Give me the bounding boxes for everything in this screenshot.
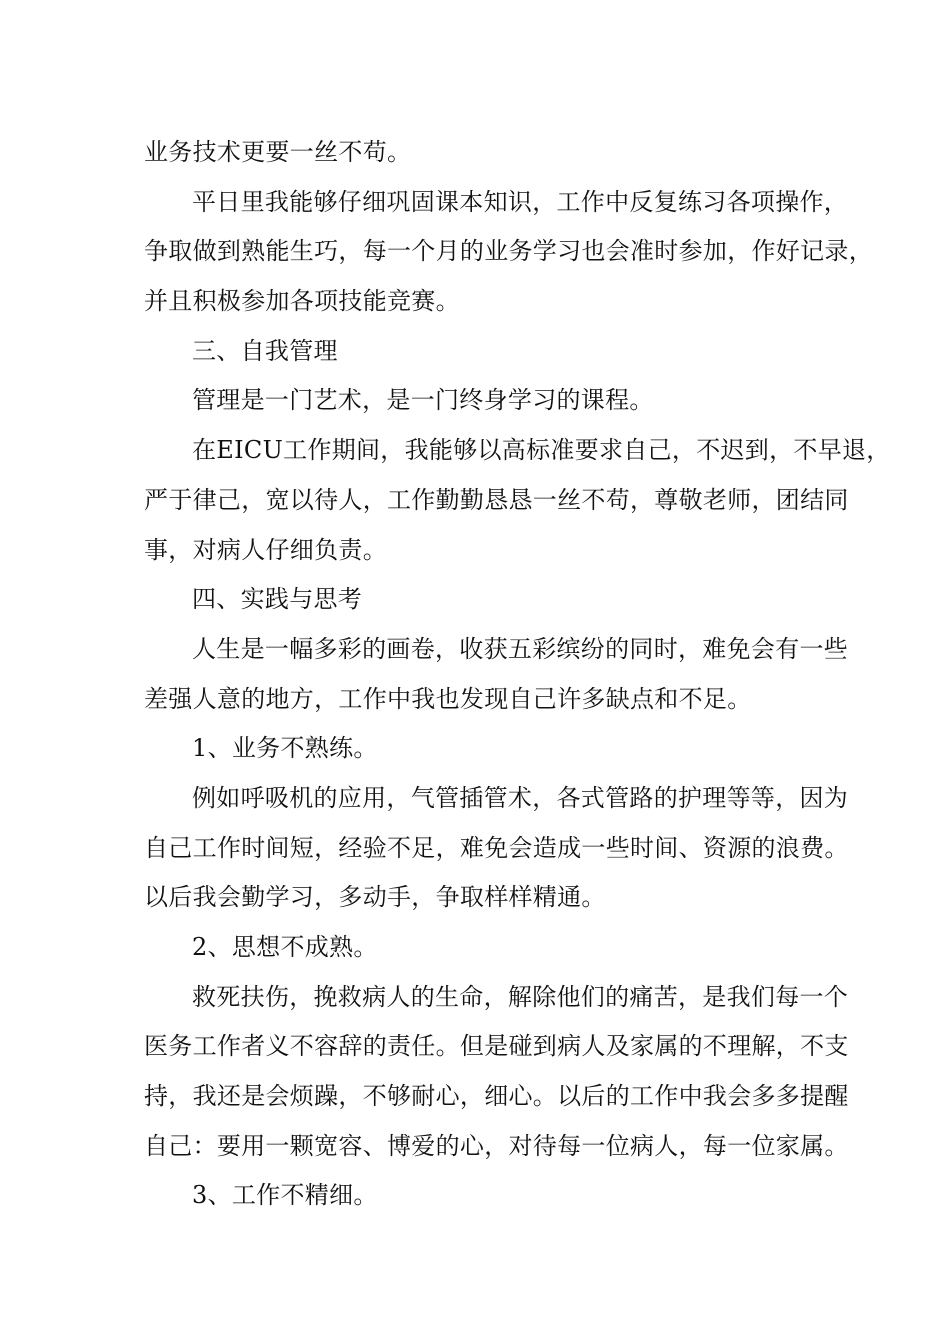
text-line: 救死扶伤，挽救病人的生命，解除他们的痛苦，是我们每一个 (192, 982, 849, 1011)
subsection-heading: 2、思想不成熟。 (192, 933, 378, 961)
text-line: 人生是一幅多彩的画卷，收获五彩缤纷的同时，难免会有一些 (192, 634, 849, 663)
text-line: 持，我还是会烦躁，不够耐心，细心。以后的工作中我会多多提醒 (144, 1082, 849, 1111)
text-line: 差强人意的地方，工作中我也发现自己许多缺点和不足。 (144, 684, 752, 713)
section-heading: 三、自我管理 (192, 336, 338, 365)
text-line: 并且积极参加各项技能竞赛。 (144, 287, 460, 316)
text-line: 严于律己，宽以待人，工作勤勤恳恳一丝不苟，尊敬老师，团结同 (144, 485, 849, 514)
section-heading: 四、实践与思考 (192, 585, 363, 614)
subsection-heading: 1、业务不熟练。 (192, 734, 378, 763)
text-line: 在EICU工作期间，我能够以高标准要求自己，不迟到，不早退， (192, 436, 891, 465)
text-line: 自己工作时间短，经验不足，难免会造成一些时间、资源的浪费。 (144, 833, 849, 862)
document-body (144, 128, 891, 1221)
text-line: 例如呼吸机的应用，气管插管术，各式管路的护理等等，因为 (192, 783, 849, 812)
subsection-heading: 3、工作不精细。 (192, 1181, 378, 1210)
text-line: 管理是一门艺术，是一门终身学习的课程。 (192, 386, 654, 415)
text-line: 自己：要用一颗宽容、博爱的心，对待每一位病人，每一位家属。 (144, 1131, 849, 1160)
text-line: 争取做到熟能生巧，每一个月的业务学习也会准时参加，作好记录， (144, 237, 873, 266)
text-line: 以后我会勤学习，多动手，争取样样精通。 (144, 883, 606, 912)
text-line: 业务技术更要一丝不苟。 (144, 138, 412, 166)
text-line: 事，对病人仔细负责。 (144, 535, 387, 564)
text-line: 医务工作者义不容辞的责任。但是碰到病人及家属的不理解，不支 (144, 1032, 849, 1061)
text-line: 平日里我能够仔细巩固课本知识，工作中反复练习各项操作， (192, 187, 849, 216)
